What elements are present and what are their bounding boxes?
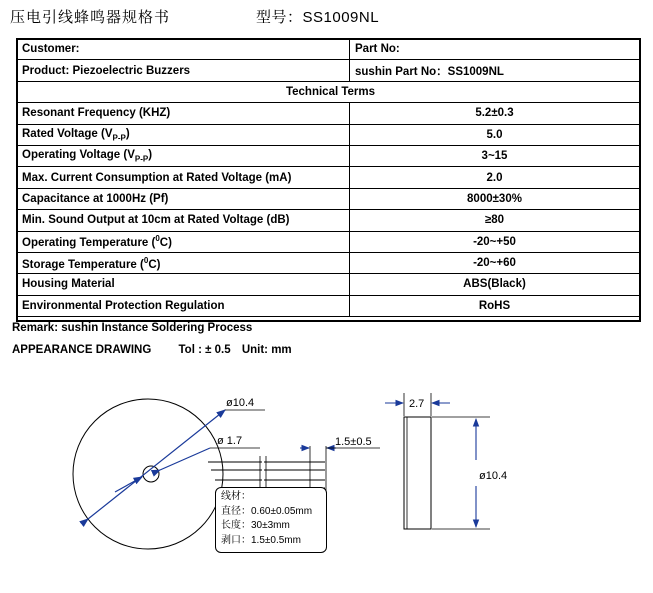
diameter-line xyxy=(88,410,225,519)
wire-diameter: 直径：0.60±0.05mm xyxy=(221,505,313,517)
document-title: 压电引线蜂鸣器规格书 xyxy=(10,9,171,26)
term-name: Resonant Frequency (KHZ) xyxy=(17,103,350,124)
table-row xyxy=(17,210,640,231)
term-value: -20~+50 xyxy=(350,231,640,252)
outer-diameter-label: ø10.4 xyxy=(226,397,255,409)
term-name: Min. Sound Output at 10cm at Rated Voltage (dB) xyxy=(17,210,350,231)
appearance-label: APPEARANCE DRAWING xyxy=(12,344,152,356)
table-row xyxy=(17,103,640,124)
product-label: Product: Piezoelectric Buzzers xyxy=(17,60,350,81)
side-view xyxy=(385,393,507,529)
unit-text: Unit: mm xyxy=(241,344,292,356)
remark-text: Remark: sushin Instance Soldering Process xyxy=(12,322,253,334)
model-number: 型号：SS1009NL xyxy=(256,9,380,26)
wire-strip: 剥口：1.5±0.5mm xyxy=(221,534,301,546)
table-row xyxy=(17,124,640,145)
term-name: Rated Voltage $(V_{P-P})$ xyxy=(17,124,350,145)
side-body xyxy=(404,417,431,529)
term-value: 5.2±0.3 xyxy=(350,103,640,124)
hole-leader xyxy=(115,477,142,492)
sushin-part-no: sushin Part No：SS1009NL xyxy=(350,60,640,81)
term-value: 5.0 xyxy=(350,124,640,145)
table-row xyxy=(17,252,640,273)
term-value: 3~15 xyxy=(350,145,640,166)
part-no-label: Part No: xyxy=(350,39,640,60)
table-row xyxy=(17,188,640,209)
table-row xyxy=(17,60,640,81)
term-value: 2.0 xyxy=(350,167,640,188)
table-row xyxy=(17,274,640,295)
table-row xyxy=(17,39,640,60)
term-name: Storage Temperature ($^0$C) xyxy=(17,252,350,273)
appearance-drawing xyxy=(0,380,653,593)
hole-diameter-label: ø 1.7 xyxy=(217,435,243,447)
wire-length: 长度：30±3mm xyxy=(221,520,290,531)
term-value: ABS(Black) xyxy=(350,274,640,295)
term-value: RoHS xyxy=(350,295,640,316)
table-row xyxy=(17,145,640,166)
wire-spec-box xyxy=(215,487,327,553)
term-value: 8000±30% xyxy=(350,188,640,209)
table-row xyxy=(17,167,640,188)
table-row xyxy=(17,295,640,316)
section-title: Technical Terms xyxy=(17,81,640,102)
term-name: Housing Material xyxy=(17,274,350,295)
term-name: Environmental Protection Regulation xyxy=(17,295,350,316)
table-row xyxy=(17,231,640,252)
term-name: Max. Current Consumption at Rated Voltage (mA) xyxy=(17,167,350,188)
side-diameter-label: ø10.4 xyxy=(479,470,508,482)
wire-title: 线材： xyxy=(221,491,251,502)
tolerance-text: Tol : ± 0.5 xyxy=(178,344,231,356)
customer-label: Customer: xyxy=(17,39,350,60)
term-name: Capacitance at 1000Hz (Pf) xyxy=(17,188,350,209)
table-row xyxy=(17,81,640,102)
term-name: Operating Voltage $(V_{P-P})$ xyxy=(17,145,350,166)
appearance-heading xyxy=(12,344,292,356)
term-value: -20~+60 xyxy=(350,252,640,273)
buzzer-outline xyxy=(73,399,223,549)
spec-table xyxy=(16,38,640,317)
term-value: ≥80 xyxy=(350,210,640,231)
term-name: Operating Temperature ($^0$C) xyxy=(17,231,350,252)
strip-length-label: 1.5±0.5 xyxy=(335,436,372,448)
thickness-label: 2.7 xyxy=(409,398,425,410)
terms-body xyxy=(17,103,640,317)
